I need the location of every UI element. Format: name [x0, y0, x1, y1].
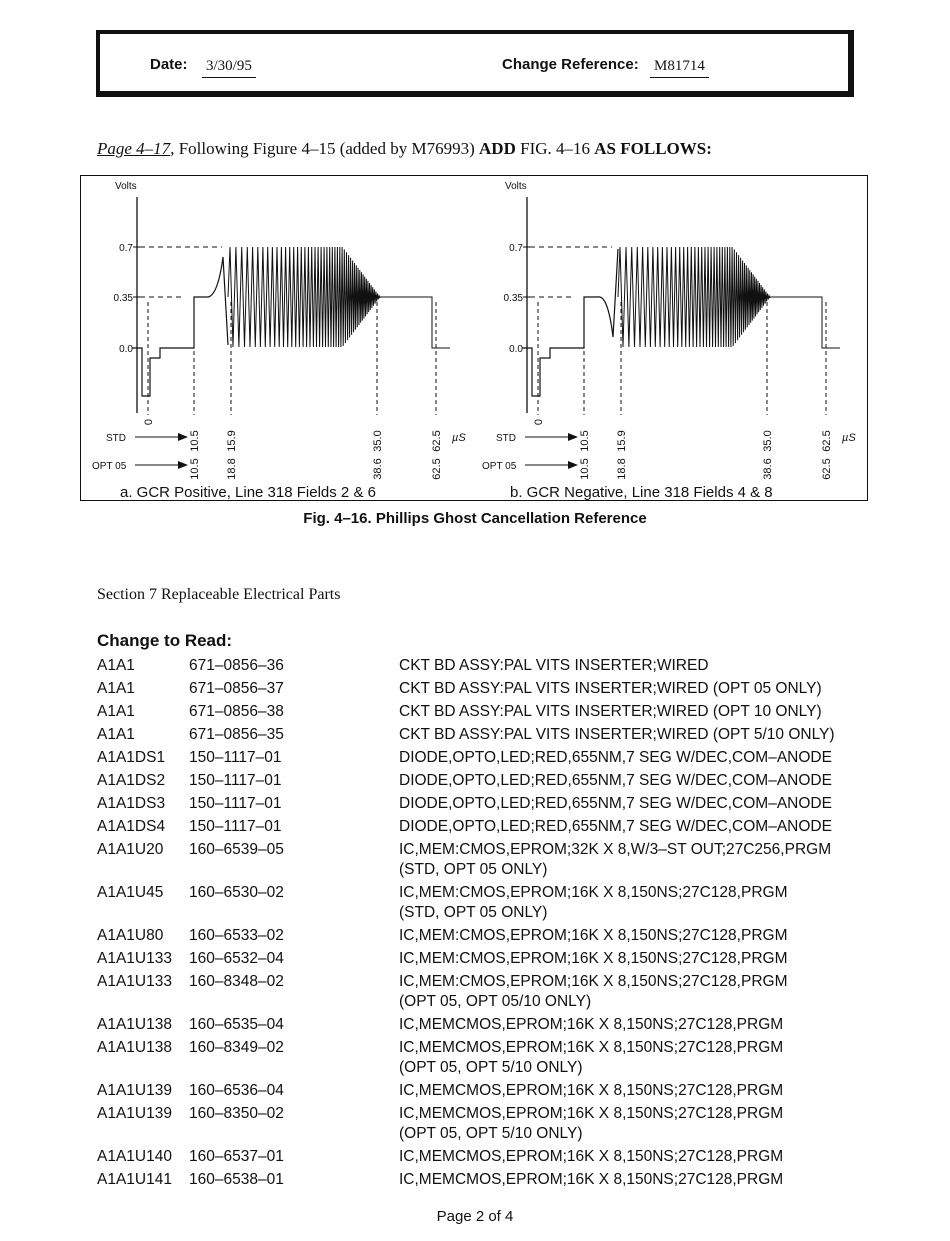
instruction-add: ADD	[479, 139, 516, 158]
table-row	[97, 656, 867, 676]
std-time-label: 35.0	[372, 430, 384, 452]
part-description	[399, 840, 867, 880]
y-tick-label: 0.35	[113, 293, 133, 304]
part-number: 150–1117–01	[189, 749, 282, 766]
part-number: 160–8349–02	[189, 1039, 284, 1056]
part-description	[399, 725, 867, 745]
table-row	[97, 840, 867, 880]
table-row	[97, 1147, 867, 1167]
part-number: 150–1117–01	[189, 772, 282, 789]
opt-time-label: 18.8	[616, 458, 628, 480]
part-reference: A1A1U133	[97, 950, 172, 967]
part-reference: A1A1	[97, 680, 135, 697]
y-tick-label: 0.0	[509, 344, 523, 355]
part-reference: A1A1DS1	[97, 749, 166, 766]
opt-time-label: 10.5	[189, 458, 201, 480]
table-row	[97, 1104, 867, 1144]
part-description-line: IC,MEM:CMOS,EPROM;16K X 8,150NS;27C128,PRGM	[399, 950, 788, 967]
part-reference: A1A1	[97, 657, 135, 674]
opt-time-label: 38.6	[762, 458, 774, 480]
part-description-line: IC,MEM:CMOS,EPROM;32K X 8,W/3–ST OUT;27C256,PRGM	[399, 841, 832, 858]
part-description-line: IC,MEMCMOS,EPROM;16K X 8,150NS;27C128,PRGM	[399, 1016, 784, 1033]
part-description-line: IC,MEM:CMOS,EPROM;16K X 8,150NS;27C128,PRGM	[399, 884, 788, 901]
part-reference: A1A1U20	[97, 841, 164, 858]
instruction-as-follows: AS FOLLOWS:	[594, 139, 712, 158]
part-description	[399, 656, 867, 676]
std-time-label: 62.5	[821, 430, 833, 452]
std-time-label: 15.9	[616, 430, 628, 452]
part-description	[399, 1170, 867, 1190]
part-reference: A1A1U45	[97, 884, 164, 901]
panel-gcr-positive	[92, 181, 466, 501]
part-number: 160–8350–02	[189, 1105, 284, 1122]
part-reference: A1A1U140	[97, 1148, 172, 1165]
part-reference: A1A1U139	[97, 1082, 172, 1099]
panel-caption: a. GCR Positive, Line 318 Fields 2 & 6	[120, 484, 376, 501]
part-description	[399, 972, 867, 1012]
change-reference-value: M81714	[650, 58, 709, 78]
part-description-note: (OPT 05, OPT 05/10 ONLY)	[399, 993, 592, 1010]
part-number: 160–6535–04	[189, 1016, 284, 1033]
std-time-label: 10.5	[189, 430, 201, 452]
change-heading: Change to Read:	[97, 631, 233, 650]
opt-time-label: 38.6	[372, 458, 384, 480]
part-description-note: (STD, OPT 05 ONLY)	[399, 904, 548, 921]
part-description	[399, 1104, 867, 1144]
opt-label: OPT 05	[92, 461, 127, 472]
y-tick-label: 0.35	[503, 293, 523, 304]
std-time-label: 15.9	[226, 430, 238, 452]
part-description-line: CKT BD ASSY:PAL VITS INSERTER;WIRED (OPT 05 ONLY)	[399, 680, 822, 697]
part-reference: A1A1U138	[97, 1039, 172, 1056]
y-axis-label: Volts	[505, 181, 527, 192]
table-row	[97, 972, 867, 1012]
table-row	[97, 926, 867, 946]
change-header-box	[96, 30, 854, 97]
part-description	[399, 679, 867, 699]
part-reference: A1A1DS2	[97, 772, 166, 789]
opt-time-label: 62.5	[431, 458, 443, 480]
part-description	[399, 1081, 867, 1101]
opt-time-label: 10.5	[579, 458, 591, 480]
table-row	[97, 1170, 867, 1190]
panel-caption: b. GCR Negative, Line 318 Fields 4 & 8	[510, 484, 773, 501]
part-description-line: IC,MEMCMOS,EPROM;16K X 8,150NS;27C128,PRGM	[399, 1082, 784, 1099]
instruction-fig: FIG. 4–16	[515, 139, 595, 158]
y-tick-label: 0.0	[119, 344, 133, 355]
part-description-line: CKT BD ASSY:PAL VITS INSERTER;WIRED (OPT 10 ONLY)	[399, 703, 822, 720]
part-description	[399, 926, 867, 946]
part-reference: A1A1DS4	[97, 818, 166, 835]
part-description-line: DIODE,OPTO,LED;RED,655NM,7 SEG W/DEC,COM–ANODE	[399, 749, 832, 766]
table-row	[97, 794, 867, 814]
unit-label: µS	[842, 432, 856, 444]
part-description-line: IC,MEMCMOS,EPROM;16K X 8,150NS;27C128,PRGM	[399, 1039, 784, 1056]
part-description	[399, 702, 867, 722]
section-title: Section 7 Replaceable Electrical Parts	[97, 586, 341, 603]
part-description	[399, 1147, 867, 1167]
page-footer: Page 2 of 4	[436, 1208, 514, 1225]
y-tick-label: 0.7	[509, 243, 523, 254]
part-reference: A1A1	[97, 703, 135, 720]
y-axis-label: Volts	[115, 181, 137, 192]
part-description-line: DIODE,OPTO,LED;RED,655NM,7 SEG W/DEC,COM–ANODE	[399, 818, 832, 835]
table-row	[97, 949, 867, 969]
opt-time-label: 18.8	[226, 458, 238, 480]
change-reference-label: Change Reference:	[502, 56, 639, 73]
table-row	[97, 1081, 867, 1101]
part-description-line: CKT BD ASSY:PAL VITS INSERTER;WIRED (OPT 5/10 ONLY)	[399, 726, 835, 743]
table-row	[97, 702, 867, 722]
part-description	[399, 949, 867, 969]
std-time-label: 35.0	[762, 430, 774, 452]
table-row	[97, 771, 867, 791]
gcr-waveform-figure	[80, 175, 868, 501]
table-row	[97, 1015, 867, 1035]
date-label: Date:	[150, 56, 188, 73]
part-number: 160–6536–04	[189, 1082, 284, 1099]
part-number: 150–1117–01	[189, 795, 282, 812]
part-number: 671–0856–36	[189, 657, 284, 674]
part-description-line: DIODE,OPTO,LED;RED,655NM,7 SEG W/DEC,COM–ANODE	[399, 772, 832, 789]
part-number: 671–0856–38	[189, 703, 284, 720]
part-description-line: DIODE,OPTO,LED;RED,655NM,7 SEG W/DEC,COM–ANODE	[399, 795, 832, 812]
part-number: 671–0856–35	[189, 726, 284, 743]
part-reference: A1A1U138	[97, 1016, 172, 1033]
parts-list	[97, 656, 867, 1193]
part-number: 160–8348–02	[189, 973, 284, 990]
part-description	[399, 817, 867, 837]
table-row	[97, 748, 867, 768]
part-number: 160–6539–05	[189, 841, 284, 858]
part-description-line: IC,MEM:CMOS,EPROM;16K X 8,150NS;27C128,PRGM	[399, 927, 788, 944]
part-reference: A1A1DS3	[97, 795, 166, 812]
page-reference: Page 4–17	[97, 139, 171, 158]
part-reference: A1A1U141	[97, 1171, 172, 1188]
std-time-label: 0	[143, 418, 155, 426]
part-description-line: IC,MEMCMOS,EPROM;16K X 8,150NS;27C128,PRGM	[399, 1148, 784, 1165]
instruction-line	[97, 139, 712, 159]
part-number: 160–6538–01	[189, 1171, 284, 1188]
y-tick-label: 0.7	[119, 243, 133, 254]
part-number: 160–6532–04	[189, 950, 284, 967]
table-row	[97, 679, 867, 699]
part-description-note: (STD, OPT 05 ONLY)	[399, 861, 548, 878]
part-reference: A1A1U139	[97, 1105, 172, 1122]
part-description	[399, 794, 867, 814]
part-description	[399, 748, 867, 768]
part-number: 671–0856–37	[189, 680, 284, 697]
table-row	[97, 883, 867, 923]
part-description-note: (OPT 05, OPT 5/10 ONLY)	[399, 1059, 583, 1076]
opt-time-label: 62.5	[821, 458, 833, 480]
part-reference: A1A1	[97, 726, 135, 743]
unit-label: µS	[452, 432, 466, 444]
std-time-label: 0	[533, 418, 545, 426]
part-number: 160–6537–01	[189, 1148, 284, 1165]
opt-label: OPT 05	[482, 461, 517, 472]
part-description-note: (OPT 05, OPT 5/10 ONLY)	[399, 1125, 583, 1142]
std-label: STD	[496, 433, 516, 444]
part-description-line: IC,MEMCMOS,EPROM;16K X 8,150NS;27C128,PRGM	[399, 1171, 784, 1188]
std-time-label: 10.5	[579, 430, 591, 452]
part-description-line: IC,MEMCMOS,EPROM;16K X 8,150NS;27C128,PRGM	[399, 1105, 784, 1122]
part-description-line: IC,MEM:CMOS,EPROM;16K X 8,150NS;27C128,PRGM	[399, 973, 788, 990]
part-description	[399, 1015, 867, 1035]
instruction-text: , Following Figure 4–15 (added by M76993)	[170, 139, 480, 158]
part-reference: A1A1U133	[97, 973, 172, 990]
table-row	[97, 817, 867, 837]
part-number: 160–6530–02	[189, 884, 284, 901]
part-description	[399, 1038, 867, 1078]
part-number: 160–6533–02	[189, 927, 284, 944]
date-value: 3/30/95	[202, 58, 256, 78]
figure-caption: Fig. 4–16. Phillips Ghost Cancellation Reference	[303, 510, 647, 527]
part-description-line: CKT BD ASSY:PAL VITS INSERTER;WIRED	[399, 657, 709, 674]
table-row	[97, 1038, 867, 1078]
table-row	[97, 725, 867, 745]
part-number: 150–1117–01	[189, 818, 282, 835]
std-time-label: 62.5	[431, 430, 443, 452]
panel-gcr-negative	[482, 181, 856, 501]
part-description	[399, 771, 867, 791]
std-label: STD	[106, 433, 126, 444]
part-description	[399, 883, 867, 923]
part-reference: A1A1U80	[97, 927, 164, 944]
